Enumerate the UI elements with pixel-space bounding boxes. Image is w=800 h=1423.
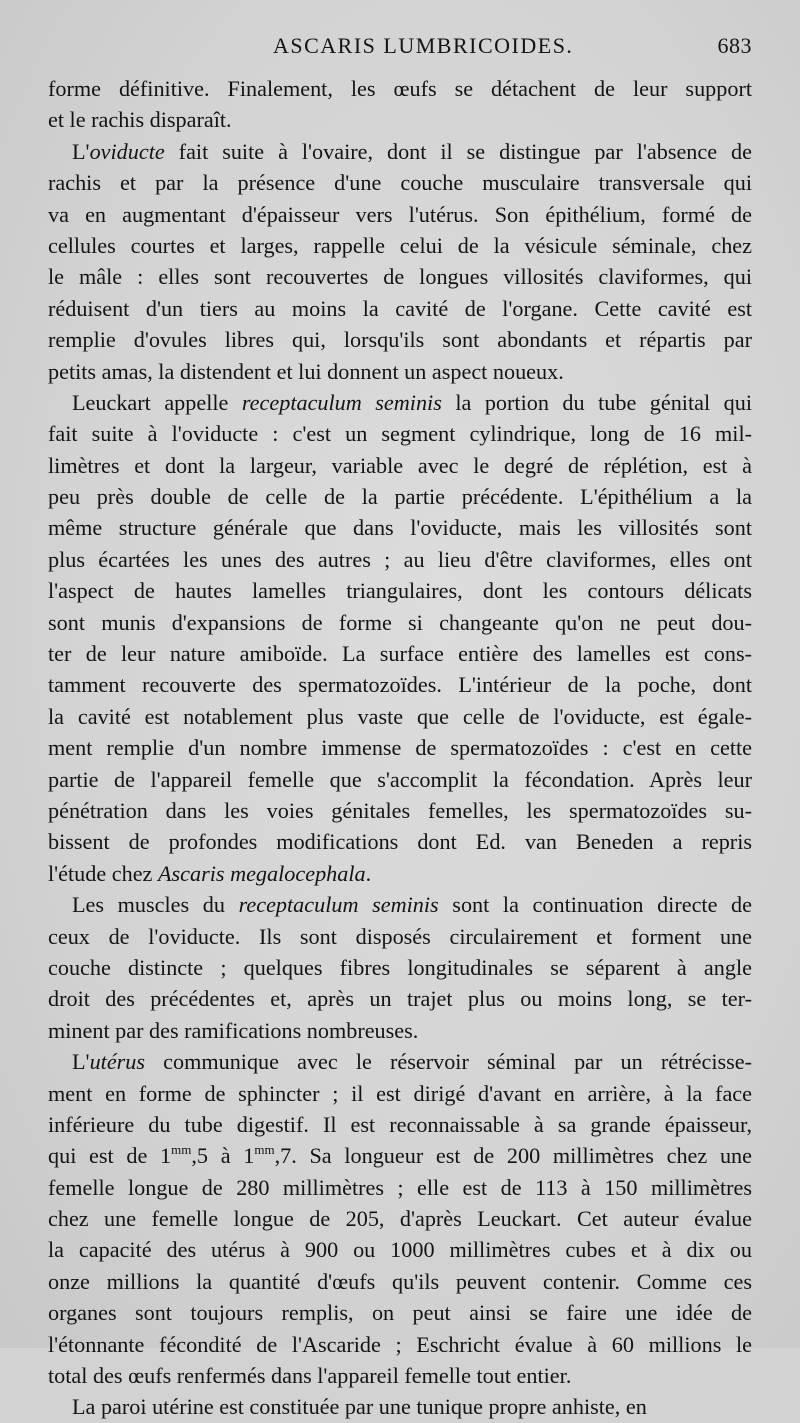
text-line: La paroi utérine est constituée par une tunique propre anhiste, en	[72, 1394, 647, 1420]
text-line: la cavité est notablement plus vaste que celle de l'oviducte, est égale-	[48, 703, 752, 729]
text-line: ment remplie d'un nombre immense de spermatozoïdes : c'est en cette	[48, 735, 752, 761]
running-title: ASCARIS LUMBRICOIDES.	[273, 33, 574, 58]
text-line: forme définitive. Finalement, les œufs se détachent de leur support	[48, 76, 752, 101]
text-line: onze millions la quantité d'œufs qu'ils peuvent contenir. Comme ces	[48, 1268, 752, 1294]
text-line: femelle longue de 280 millimètres ; elle est de 113 à 150 millimètres	[48, 1174, 752, 1200]
text-line: ter de leur nature amiboïde. La surface entière des lamelles est cons-	[48, 641, 752, 667]
text-line: petits amas, la distendent et lui donnent un aspect noueux.	[48, 358, 564, 384]
text-line: Leuckart appelle receptaculum seminis la portion du tube génital qui	[72, 389, 752, 415]
body-text	[48, 73, 752, 1423]
text-line: le mâle : elles sont recouvertes de longues villosités claviformes, qui	[48, 264, 752, 290]
text-line: qui est de $1^{mm},5$ à $1^{mm},7$. Sa longueur est de 200 millimètres chez une	[48, 1142, 752, 1169]
text-line: inférieure du tube digestif. Il est reconnaissable à sa grande épaisseur,	[48, 1111, 752, 1137]
text-line: cellules courtes et larges, rappelle celui de la vésicule séminale, chez	[48, 232, 752, 258]
text-line: chez une femelle longue de 205, d'après Leuckart. Cet auteur évalue	[48, 1206, 752, 1232]
text-line: droit des précédentes et, après un trajet plus ou moins long, se ter-	[48, 986, 752, 1012]
running-head	[48, 33, 752, 63]
text-line: minent par des ramifications nombreuses.	[48, 1017, 419, 1043]
text-line: l'aspect de hautes lamelles triangulaires, dont les contours délicats	[48, 578, 752, 604]
text-line: ment en forme de sphincter ; il est dirigé d'avant en arrière, à la face	[48, 1080, 752, 1106]
text-line: l'étude chez Ascaris megalocephala.	[48, 860, 372, 886]
text-line: limètres et dont la largeur, variable avec le degré de réplétion, est à	[48, 452, 752, 478]
text-line: L'utérus communique avec le réservoir séminal par un rétrécisse-	[72, 1049, 752, 1075]
text-line: Les muscles du receptaculum seminis sont la continuation directe de	[72, 892, 752, 918]
text-line: rachis et par la présence d'une couche musculaire transversale qui	[48, 170, 752, 196]
text-line: et le rachis disparaît.	[48, 107, 232, 133]
text-line: total des œufs renfermés dans l'appareil femelle tout entier.	[48, 1363, 572, 1389]
text-line: bissent de profondes modifications dont Ed. van Beneden a repris	[48, 829, 752, 855]
text-line: la capacité des utérus à 900 ou 1000 millimètres cubes et à dix ou	[48, 1237, 752, 1263]
text-line: partie de l'appareil femelle que s'accomplit la fécondation. Après leur	[48, 766, 752, 792]
text-line: fait suite à l'oviducte : c'est un segment cylindrique, long de 16 mil-	[48, 421, 752, 447]
text-line: organes sont toujours remplis, on peut ainsi se faire une idée de	[48, 1300, 752, 1326]
text-line: L'oviducte fait suite à l'ovaire, dont il se distingue par l'absence de	[72, 138, 752, 164]
text-line: réduisent d'un tiers au moins la cavité de l'organe. Cette cavité est	[48, 295, 752, 321]
text-line: remplie d'ovules libres qui, lorsqu'ils sont abondants et répartis par	[48, 327, 752, 353]
text-line: l'étonnante fécondité de l'Ascaride ; Eschricht évalue à 60 millions le	[48, 1331, 752, 1357]
text-line: va en augmentant d'épaisseur vers l'utérus. Son épithélium, formé de	[48, 201, 752, 227]
text-line: plus écartées les unes des autres ; au lieu d'être claviformes, elles ont	[48, 546, 752, 572]
text-line: ceux de l'oviducte. Ils sont disposés circulairement et forment une	[48, 923, 752, 949]
text-line: même structure générale que dans l'oviducte, mais les villosités sont	[48, 515, 752, 541]
text-line: peu près double de celle de la partie précédente. L'épithélium a la	[48, 484, 752, 510]
text-line: sont munis d'expansions de forme si changeante qu'on ne peut dou-	[48, 609, 752, 635]
page-number: 683	[717, 33, 752, 58]
text-line: pénétration dans les voies génitales femelles, les spermatozoïdes su-	[48, 797, 752, 823]
text-line: tamment recouverte des spermatozoïdes. L'intérieur de la poche, dont	[48, 672, 752, 698]
text-line: couche distincte ; quelques fibres longitudinales se séparent à angle	[48, 954, 752, 980]
